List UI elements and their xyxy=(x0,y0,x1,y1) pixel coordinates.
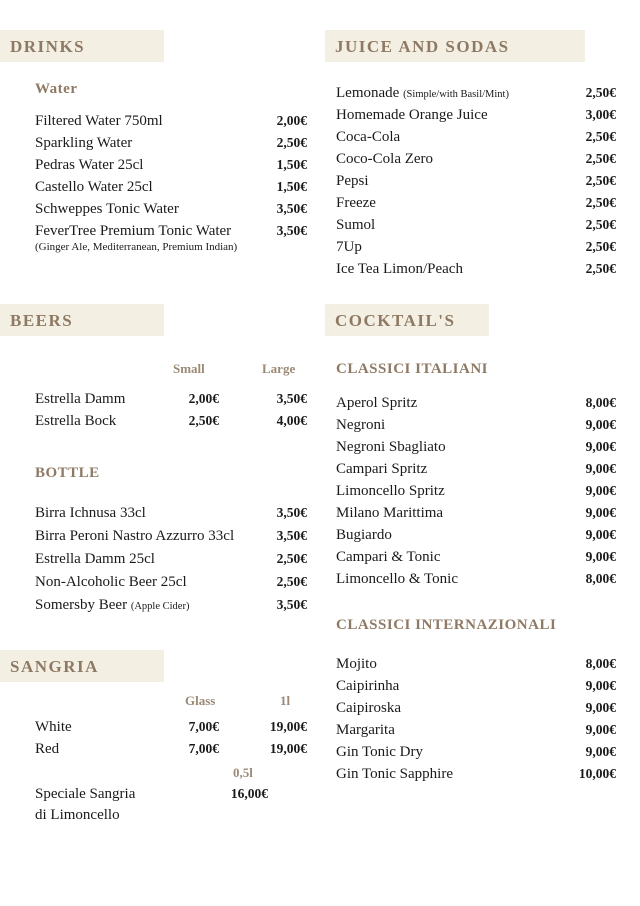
menu-item-price: 1,50€ xyxy=(276,179,307,194)
menu-item-large: 3,50€ xyxy=(276,391,307,406)
sangria-col-liter: 1l xyxy=(280,693,291,708)
menu-item-liter: 19,00€ xyxy=(269,741,307,756)
menu-item-name: Coca-Cola xyxy=(336,129,401,145)
menu-item-large: 4,00€ xyxy=(276,413,307,428)
menu-item xyxy=(336,699,401,717)
menu-item-price: 2,50€ xyxy=(276,574,307,589)
menu-item-price: 1,50€ xyxy=(276,157,307,172)
menu-item xyxy=(336,84,509,104)
menu-item-name: Limoncello Spritz xyxy=(336,483,445,499)
menu-item-glass: 7,00€ xyxy=(188,719,219,734)
menu-item-name: Pedras Water 25cl xyxy=(35,157,144,173)
menu-item xyxy=(336,743,423,761)
bottle-title: BOTTLE xyxy=(35,465,100,481)
menu-item-price: 2,50€ xyxy=(585,261,616,276)
menu-item xyxy=(336,128,400,146)
menu-item-price: 9,00€ xyxy=(585,439,616,454)
menu-item-name: Schweppes Tonic Water xyxy=(35,201,179,217)
menu-item xyxy=(336,504,443,522)
menu-item xyxy=(35,718,72,736)
menu-item xyxy=(35,390,125,408)
menu-item-name: Estrella Damm 25cl xyxy=(35,551,155,567)
menu-item-price: 9,00€ xyxy=(585,483,616,498)
menu-item-price: 8,00€ xyxy=(585,656,616,671)
menu-item xyxy=(35,527,234,545)
menu-item-name: Sumol xyxy=(336,217,376,233)
menu-item-name: Somersby Beer xyxy=(35,597,128,613)
menu-item xyxy=(336,216,375,234)
menu-item-price: 3,50€ xyxy=(276,505,307,520)
menu-item-price: 9,00€ xyxy=(585,549,616,564)
menu-item-price: 3,50€ xyxy=(276,223,307,238)
menu-item xyxy=(336,106,488,124)
menu-item xyxy=(336,416,385,434)
menu-item-name: Gin Tonic Dry xyxy=(336,744,423,760)
menu-item-price: 2,50€ xyxy=(585,85,616,100)
menu-item-name: White xyxy=(35,719,72,735)
fevertree-note: (Ginger Ale, Mediterranean, Premium Indian) xyxy=(35,241,238,253)
menu-item-name: Filtered Water 750ml xyxy=(35,113,163,129)
menu-item xyxy=(336,172,369,190)
menu-item-price: 9,00€ xyxy=(585,722,616,737)
menu-item-name: Sparkling Water xyxy=(35,135,133,151)
speciale-sangria-name-line1: Speciale Sangria xyxy=(35,786,136,802)
menu-item-price: 2,50€ xyxy=(585,151,616,166)
menu-item xyxy=(336,570,458,588)
menu-item-name: Campari & Tonic xyxy=(336,549,441,565)
cocktails-title: COCKTAIL'S xyxy=(335,311,456,330)
menu-item-name: Estrella Bock xyxy=(35,413,117,429)
menu-item-name: Margarita xyxy=(336,722,395,738)
menu-item-name: Milano Marittima xyxy=(336,505,444,521)
menu-item xyxy=(35,112,163,130)
menu-item xyxy=(336,394,417,412)
menu-item-price: 3,50€ xyxy=(276,201,307,216)
classici-italiani-title: CLASSICI ITALIANI xyxy=(336,361,489,377)
menu-item-name: Caipiroska xyxy=(336,700,401,716)
menu-item-name: FeverTree Premium Tonic Water xyxy=(35,223,232,239)
menu-item xyxy=(336,548,441,566)
menu-item xyxy=(35,156,143,174)
juice-title: JUICE AND SODAS xyxy=(335,37,510,56)
menu-item xyxy=(336,238,362,256)
menu-item-name: 7Up xyxy=(336,239,362,255)
water-title: Water xyxy=(35,81,78,97)
menu-item-note: (Apple Cider) xyxy=(130,601,190,612)
menu-item-price: 10,00€ xyxy=(578,766,616,781)
menu-item xyxy=(336,721,395,739)
menu-item-name: Non-Alcoholic Beer 25cl xyxy=(35,574,187,590)
menu-item-price: 3,50€ xyxy=(276,597,307,612)
menu-item-name: Bugiardo xyxy=(336,527,392,543)
menu-item-name: Red xyxy=(35,741,60,757)
menu-item xyxy=(35,504,146,522)
speciale-sangria-price: 16,00€ xyxy=(230,786,268,801)
menu-item-price: 2,50€ xyxy=(585,173,616,188)
menu-item xyxy=(35,178,153,196)
menu-item-price: 2,50€ xyxy=(276,135,307,150)
menu-item-name: Negroni Sbagliato xyxy=(336,439,446,455)
menu-item-price: 8,00€ xyxy=(585,571,616,586)
menu-item-name: Limoncello & Tonic xyxy=(336,571,458,587)
sangria-header-band xyxy=(0,650,164,682)
menu-item xyxy=(35,573,187,591)
menu-item-small: 2,50€ xyxy=(188,413,219,428)
menu-item xyxy=(336,260,463,278)
menu-item xyxy=(35,550,155,568)
menu-item xyxy=(336,460,427,478)
menu-item-name: Ice Tea Limon/Peach xyxy=(336,261,463,277)
menu-item-name: Gin Tonic Sapphire xyxy=(336,766,453,782)
menu-item-name: Castello Water 25cl xyxy=(35,179,153,195)
menu-item-name: Negroni xyxy=(336,417,386,433)
menu-item xyxy=(336,677,399,695)
menu-item xyxy=(35,596,189,616)
menu-item xyxy=(35,740,59,758)
menu-item-name: Campari Spritz xyxy=(336,461,428,477)
menu-item-price: 9,00€ xyxy=(585,744,616,759)
menu-item-price: 2,50€ xyxy=(585,217,616,232)
menu-item-name: Birra Ichnusa 33cl xyxy=(35,505,146,521)
menu-item-name: Mojito xyxy=(336,656,377,672)
menu-item-name: Aperol Spritz xyxy=(336,395,418,411)
menu-item-price: 9,00€ xyxy=(585,417,616,432)
menu-item-name: Pepsi xyxy=(336,173,369,189)
sangria-col-half: 0,5l xyxy=(233,765,253,780)
menu-item-price: 2,50€ xyxy=(585,129,616,144)
speciale-sangria-name-line2: di Limoncello xyxy=(35,807,120,823)
menu-item-name: Homemade Orange Juice xyxy=(336,107,488,123)
menu-item-name: Estrella Damm xyxy=(35,391,126,407)
menu-item-small: 2,00€ xyxy=(188,391,219,406)
menu-item xyxy=(336,150,433,168)
menu-item-name: Lemonade xyxy=(336,85,400,101)
juice-header-band xyxy=(325,30,585,62)
cocktails-header-band xyxy=(325,304,489,336)
menu-item xyxy=(336,526,392,544)
beers-col-large: Large xyxy=(262,361,296,376)
menu-item xyxy=(336,482,445,500)
menu-item-liter: 19,00€ xyxy=(269,719,307,734)
menu-item-price: 2,50€ xyxy=(585,239,616,254)
menu-item-price: 3,00€ xyxy=(585,107,616,122)
sangria-col-glass: Glass xyxy=(185,693,216,708)
menu-item-price: 3,50€ xyxy=(276,528,307,543)
menu-item-price: 8,00€ xyxy=(585,395,616,410)
menu-item-name: Freeze xyxy=(336,195,376,211)
menu-item-name: Coco-Cola Zero xyxy=(336,151,434,167)
menu-item xyxy=(336,655,377,673)
menu-item xyxy=(35,200,179,218)
menu-item-price: 9,00€ xyxy=(585,527,616,542)
drinks-header-band xyxy=(0,30,164,62)
menu-item xyxy=(336,438,446,456)
menu-item-price: 2,50€ xyxy=(585,195,616,210)
menu-item-price: 2,00€ xyxy=(276,113,307,128)
sangria-title: SANGRIA xyxy=(10,657,99,676)
menu-item xyxy=(336,765,453,783)
beers-header-band xyxy=(0,304,164,336)
menu-item-name: Birra Peroni Nastro Azzurro 33cl xyxy=(35,528,235,544)
menu-item-price: 9,00€ xyxy=(585,700,616,715)
menu-item-price: 9,00€ xyxy=(585,505,616,520)
menu-item-name: Caipirinha xyxy=(336,678,400,694)
menu-item-glass: 7,00€ xyxy=(188,741,219,756)
drinks-title: DRINKS xyxy=(10,37,86,56)
menu-item-price: 2,50€ xyxy=(276,551,307,566)
menu-item xyxy=(336,194,376,212)
classici-internazionali-title: CLASSICI INTERNAZIONALI xyxy=(336,617,557,633)
beers-col-small: Small xyxy=(173,361,205,376)
menu-item-note: (Simple/with Basil/Mint) xyxy=(403,89,509,100)
menu-item xyxy=(35,412,116,430)
beers-title: BEERS xyxy=(10,311,74,330)
menu-item xyxy=(35,222,231,240)
menu-item xyxy=(35,134,132,152)
menu-item-price: 9,00€ xyxy=(585,678,616,693)
menu-item-price: 9,00€ xyxy=(585,461,616,476)
